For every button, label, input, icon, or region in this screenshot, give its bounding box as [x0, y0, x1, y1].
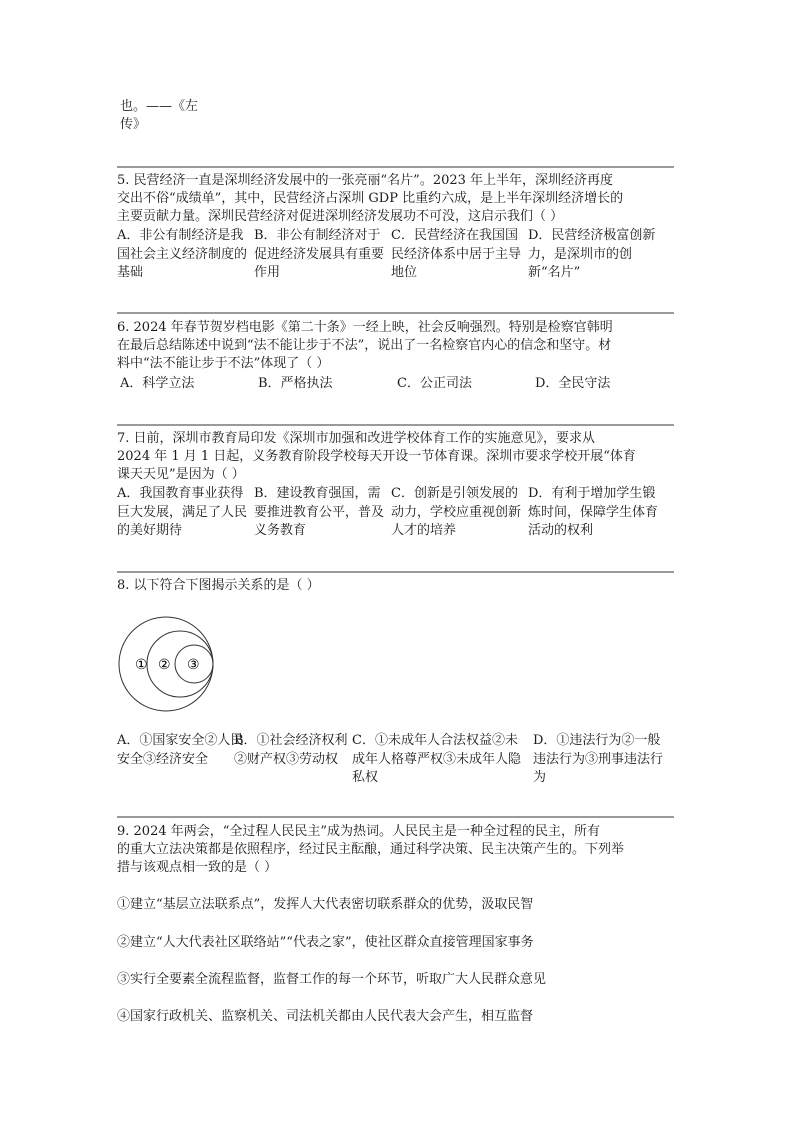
q9-statement-1: ①建立“基层立法联系点”，发挥人大代表密切联系群众的优势，汲取民智 — [117, 897, 534, 912]
q7-option-a[interactable]: A．我国教育事业获得巨大发展，满足了人民的美好期待 — [117, 486, 248, 538]
q9-stem-line-2: 的重大立法决策都是依照程序，经过民主酝酿，通过科学决策、民主决策产生的。下列举 — [117, 842, 625, 857]
q9-statement-4: ④国家行政机关、监察机关、司法机关都由人民代表大会产生，相互监督 — [117, 1009, 534, 1024]
q6-stem-line-2: 在最后总结陈述中说到“法不能让步于不法”，说出了一名检察官内心的信念和坚守。材 — [117, 338, 612, 353]
q7-option-d[interactable]: D．有利于增加学生锻炼时间，保障学生体育活动的权利 — [528, 486, 659, 538]
q8-option-c[interactable]: C．①未成年人合法权益②未成年人格尊严权③未成年人隐私权 — [352, 733, 522, 785]
nested-circles-diagram — [117, 612, 215, 716]
divider — [117, 571, 674, 573]
q5-option-b[interactable]: B．非公有制经济对于促进经济发展具有重要作用 — [254, 228, 385, 280]
divider — [117, 166, 674, 168]
q7-stem-line-3: 课天天见”是因为（ ） — [117, 467, 245, 482]
q8-option-a[interactable]: A．①国家安全②人民安全③经济安全 — [117, 733, 244, 767]
divider — [117, 816, 674, 818]
q8-option-d[interactable]: D．①违法行为②一般违法行为③刑事违法行为 — [533, 733, 664, 785]
q5-stem-line-3: 主要贡献力量。深圳民营经济对促进深圳经济发展功不可没，这启示我们（ ） — [117, 209, 564, 224]
q6-option-c[interactable]: C．公正司法 — [397, 376, 472, 391]
q5-stem-line-1: 5. 民营经济一直是深圳经济发展中的一张亮丽“名片”。2023 年上半年，深圳经济再度 — [117, 173, 614, 188]
q6-stem-line-1: 6. 2024 年春节贺岁档电影《第二十条》一经上映，社会反响强烈。特别是检察官韩明 — [117, 320, 613, 335]
q9-statement-3: ③实行全要素全流程监督，监督工作的每一个环节，听取广大人民群众意见 — [117, 972, 547, 987]
q9-statement-2: ②建立“人大代表社区联络站”“代表之家”，使社区群众直接管理国家事务 — [117, 935, 534, 950]
intro-line-1: 也。——《左 — [120, 99, 199, 114]
q8-stem: 8. 以下符合下图揭示关系的是（ ） — [117, 578, 320, 593]
q5-option-a[interactable]: A．非公有制经济是我国社会主义经济制度的基础 — [117, 228, 248, 280]
q9-stem-line-1: 9. 2024 年两会，“全过程人民民主”成为热词。人民民主是一种全过程的民主，所有 — [117, 824, 601, 839]
q7-stem-line-1: 7. 日前，深圳市教育局印发《深圳市加强和改进学校体育工作的实施意见》，要求从 — [117, 431, 596, 446]
q5-option-c[interactable]: C．民营经济在我国国民经济体系中居于主导地位 — [391, 228, 522, 280]
q9-stem-line-3: 措与该观点相一致的是（ ） — [117, 860, 278, 875]
q6-option-b[interactable]: B．严格执法 — [258, 376, 333, 391]
intro-line-2: 传》 — [120, 117, 147, 132]
q5-stem-line-2: 交出不俗“成绩单”，其中，民营经济占深圳 GDP 比重约六成，是上半年深圳经济增长的 — [117, 191, 624, 206]
q6-option-a[interactable]: A．科学立法 — [120, 376, 195, 391]
divider — [117, 424, 674, 426]
q7-option-b[interactable]: B．建设教育强国，需要推进教育公平，普及义务教育 — [254, 486, 385, 538]
q6-stem-line-3: 料中“法不能让步于不法”体现了（ ） — [117, 356, 330, 371]
circle-label-1: ① — [135, 657, 148, 673]
q8-option-b[interactable]: B．①社会经济权利②财产权③劳动权 — [234, 733, 348, 767]
q7-stem-line-2: 2024 年 1 月 1 日起，义务教育阶段学校每天开设一节体育课。深圳市要求学校开展“体育 — [117, 449, 636, 464]
q6-option-d[interactable]: D．全民守法 — [535, 376, 611, 391]
circle-label-2: ② — [158, 657, 171, 673]
middle-circle — [147, 631, 213, 697]
circle-label-3: ③ — [187, 657, 200, 673]
divider — [117, 312, 674, 314]
q5-option-d[interactable]: D．民营经济极富创新力，是深圳市的创新“名片” — [528, 228, 656, 280]
q7-option-c[interactable]: C．创新是引领发展的动力，学校应重视创新人才的培养 — [391, 486, 522, 538]
